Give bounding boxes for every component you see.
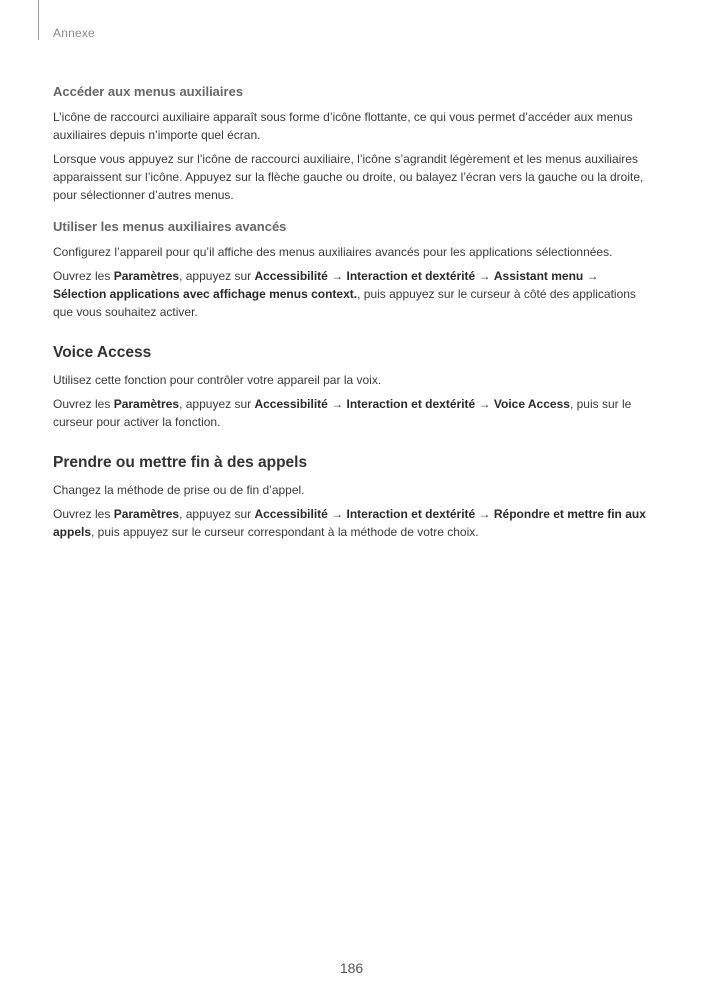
paragraph-calls-1: Changez la méthode de prise ou de fin d’appel.	[53, 483, 305, 497]
text: Ouvrez les	[53, 269, 114, 283]
paragraph-voice-access-1: Utilisez cette fonction pour contrôler votre appareil par la voix.	[53, 373, 382, 387]
paragraph-aux-menus-1: L’icône de raccourci auxiliaire apparaît sous forme d’icône flottante, ce qui vous permet d’accéder aux menus auxiliaires depuis n’importe quel écran.	[53, 110, 633, 142]
settings-path-item: Paramètres	[113, 397, 180, 411]
settings-path-item: Accessibilité	[254, 269, 328, 283]
heading-aux-menus: Accéder aux menus auxiliaires	[53, 84, 244, 99]
text: , puis appuyez sur le curseur à côté des applications que vous souhaitez activer.	[53, 287, 636, 319]
arrow-separator: →	[327, 269, 347, 283]
section-header: Annexe	[53, 26, 95, 40]
heading-advanced-menus: Utiliser les menus auxiliaires avancés	[53, 219, 287, 234]
paragraph-calls-2	[53, 505, 653, 541]
page-number: 186	[339, 960, 364, 976]
settings-path-item: Paramètres	[113, 269, 180, 283]
text: Ouvrez les	[53, 507, 114, 521]
paragraph-aux-menus-2: Lorsque vous appuyez sur l’icône de raccourci auxiliaire, l’icône s’agrandit légèrement et les menus auxiliaires apparaissent sur l’icône. Appuyez sur la flèche gauche ou droite, ou balayez l’écran vers la gauche ou la droite, pour sélectionner d’autres menus.	[53, 152, 644, 202]
arrow-separator: →	[475, 397, 494, 411]
settings-path-item: Répondre et mettre fin aux appels	[53, 507, 646, 539]
header-rule	[38, 0, 39, 40]
paragraph-advanced-2	[53, 267, 653, 321]
arrow-separator: →	[583, 269, 599, 283]
paragraph-voice-access-2	[53, 395, 653, 431]
arrow-separator: →	[475, 507, 494, 521]
settings-path-item: Accessibilité	[254, 397, 328, 411]
settings-path-item: Interaction et dextérité	[346, 397, 476, 411]
arrow-separator: →	[475, 269, 494, 283]
arrow-separator: →	[327, 397, 347, 411]
settings-path-item: Voice Access	[493, 397, 570, 411]
settings-path-item: Sélection applications avec affichage menus context.	[53, 287, 358, 301]
settings-path-item: Interaction et dextérité	[346, 269, 476, 283]
arrow-separator: →	[327, 507, 347, 521]
text: , appuyez sur	[179, 269, 255, 283]
settings-path-item: Interaction et dextérité	[346, 507, 476, 521]
heading-calls: Prendre ou mettre fin à des appels	[53, 454, 308, 471]
text: , puis appuyez sur le curseur correspondant à la méthode de votre choix.	[91, 525, 479, 539]
settings-path-item: Assistant menu	[493, 269, 584, 283]
paragraph-advanced-1: Configurez l’appareil pour qu’il affiche des menus auxiliaires avancés pour les applications sélectionnées.	[53, 245, 613, 259]
text: Ouvrez les	[53, 397, 114, 411]
heading-voice-access: Voice Access	[53, 344, 152, 361]
text: , puis sur le curseur pour activer la fonction.	[53, 397, 632, 429]
page-content	[53, 83, 653, 547]
text: , appuyez sur	[179, 507, 255, 521]
text: , appuyez sur	[179, 397, 255, 411]
settings-path-item: Accessibilité	[254, 507, 328, 521]
settings-path-item: Paramètres	[113, 507, 180, 521]
